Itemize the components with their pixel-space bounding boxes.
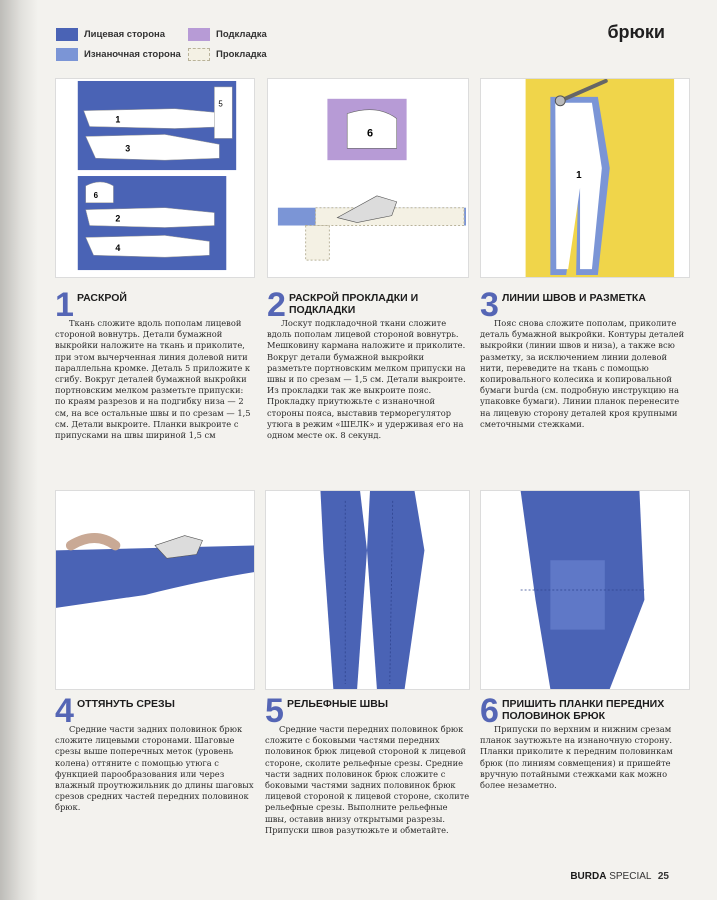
legend-item-face [56,28,165,41]
seam-lines-drawing [481,79,689,277]
legend-swatch-lining [188,28,210,41]
pattern-piece-1 [84,109,230,129]
step-2-text: Лоскут подкладочной ткани сложите вдоль пополам лицевой стороной вовнутрь. Мешковину кармана наложите и приколите. Вокруг детали бумажной выкройки разметьте портновским мелком припуски на швы и по срезам — 1,5 см. Детали выкроите. Из прокладки так же выкроите пояс. Прокладку приутюжьте с изнаночной стороны пояса, выставив терморегулятор утюга в режим «ШЕЛК» и удерживая его на одном месте ок. 8 секунд. [267,318,466,441]
legend-swatch-reverse [56,48,78,61]
illustration-seam-lines [480,78,690,278]
step-5-text: Средние части передних половинок брюк сложите с боковыми частями передних половинок брюк лицевой стороной к лицевой стороне, сколите рельефные срезы. Средние части задних половинок брюк сложите с боковыми частями задних половинок брюк лицевой стороной к лицевой стороне, сколите рельефные срезы. Выполните рельефные швы, оставив внизу открытыми разрезы. Припуски швов разутюжьте и обметайте. [265,724,470,835]
footer-edition: SPECIAL [609,871,652,882]
piece-label-3: 3 [125,143,131,154]
page-number: 25 [657,871,669,882]
step-3-title: ЛИНИИ ШВОВ И РАЗМЕТКА [502,292,646,304]
legend-label-reverse: Изнаночная сторона [84,49,181,60]
step-2-number: 2 [267,286,286,324]
lining-cutting-drawing [268,79,468,277]
step-6-number: 6 [480,692,499,730]
illustration-stretch-edges [55,490,255,690]
legend-item-reverse [56,48,181,61]
step-3-number: 3 [480,286,499,324]
stretch-edges-drawing [56,491,254,689]
step-2 [267,286,469,441]
interfacing-scrap [306,226,330,261]
step-5-number: 5 [265,692,284,730]
section-title: брюки [607,22,665,42]
legend-swatch-face [56,28,78,41]
step-6-title: ПРИШИТЬ ПЛАНКИ ПЕРЕДНИХ ПОЛОВИНОК БРЮК [502,698,665,722]
legend-label-lining: Подкладка [216,29,267,40]
cutting-layout-drawing [56,79,254,277]
illustration-panel-seams [265,490,470,690]
attach-plackets-drawing [481,491,689,689]
step-3-text: Пояс снова сложите пополам, приколите деталь бумажной выкройки. Контуры деталей выкройки (линии швов и низа), а также всю разметку, за исключением линии долевой нити, переведите на ткань с помощью копировального колесика и копировальной бумаги burda (см. подробную инструкцию на упаковке бумаги). Линии планок перенесите на лицевую сторону деталей кроя крупными сметочными стежками. [480,318,685,429]
pattern-piece-4 [86,235,210,257]
front-trouser-piece [320,491,367,689]
legend-label-interfacing: Прокладка [216,49,267,60]
step-5 [265,692,470,836]
pattern-piece-2 [86,208,215,228]
step-6 [480,692,690,791]
legend-item-interfacing [188,48,267,61]
book-spine-shadow [0,0,38,900]
back-trouser-piece [367,491,424,689]
back-trouser-part [56,545,254,607]
placket [550,560,604,629]
step-4-text: Средние части задних половинок брюк сложите лицевыми сторонами. Шаговые срезы выше поперечных меток (уровень колена) оттяните с помощью утюга с функцией парообразования или через влажный проутюжильник до длины шаговых срезов средних частей передних половинок брюк. [55,724,254,813]
piece-label-1: 1 [115,114,121,125]
illustration-lining-cutting [267,78,469,278]
step-1 [55,286,255,441]
step-4-number: 4 [55,692,74,730]
step-1-title: РАСКРОЙ [77,292,127,304]
page-footer [570,871,669,882]
step-1-number: 1 [55,286,74,324]
step-1-text: Ткань сложите вдоль пополам лицевой стороной вовнутрь. Детали бумажной выкройки наложите на ткань и приколите, при этом вычерченная линия долевой нити параллельна кромке. Деталь 5 приложите к сгибу. Вокруг деталей бумажной выкройки портновским мелком разметьте припуски: по краям разрезов и на подгибку низа — 2 см, на все остальные швы и по срезам — 1,5 см. Детали выкроите. Планки выкроите с припусками на швы шириной 1,5 см [55,318,251,441]
piece-label-5: 5 [218,99,223,109]
illustration-attach-plackets [480,490,690,690]
piece-label-2: 2 [115,213,121,224]
pattern-piece-6 [86,182,114,203]
hand-icon [71,538,116,545]
piece-label-1-marking: 1 [576,170,582,181]
legend-label-face: Лицевая сторона [84,29,166,40]
step-4-title: ОТТЯНУТЬ СРЕЗЫ [77,698,175,710]
step-6-text: Припуски по верхним и нижним срезам планок заутюжьте на изнаночную сторону. Планки приколите к передним половинкам брюк (по линиям совмещения) и пришейте вручную потайными стежками как можно более незаметно. [480,724,673,791]
step-2-title: РАСКРОЙ ПРОКЛАДКИ И ПОДКЛАДКИ [289,292,419,316]
illustration-cutting-layout [55,78,255,278]
panel-seams-drawing [266,491,469,689]
tracing-wheel-head [555,96,565,106]
piece-label-6: 6 [93,190,99,200]
legend-swatch-interfacing [188,48,210,61]
footer-brand: BURDA [570,871,607,882]
step-5-title: РЕЛЬЕФНЫЕ ШВЫ [287,698,389,710]
step-3 [480,286,690,430]
legend-item-lining [188,28,267,41]
pattern-piece-5 [214,87,232,138]
piece-label-4: 4 [115,243,121,254]
piece-label-6-lining: 6 [367,127,374,140]
step-4 [55,692,255,814]
